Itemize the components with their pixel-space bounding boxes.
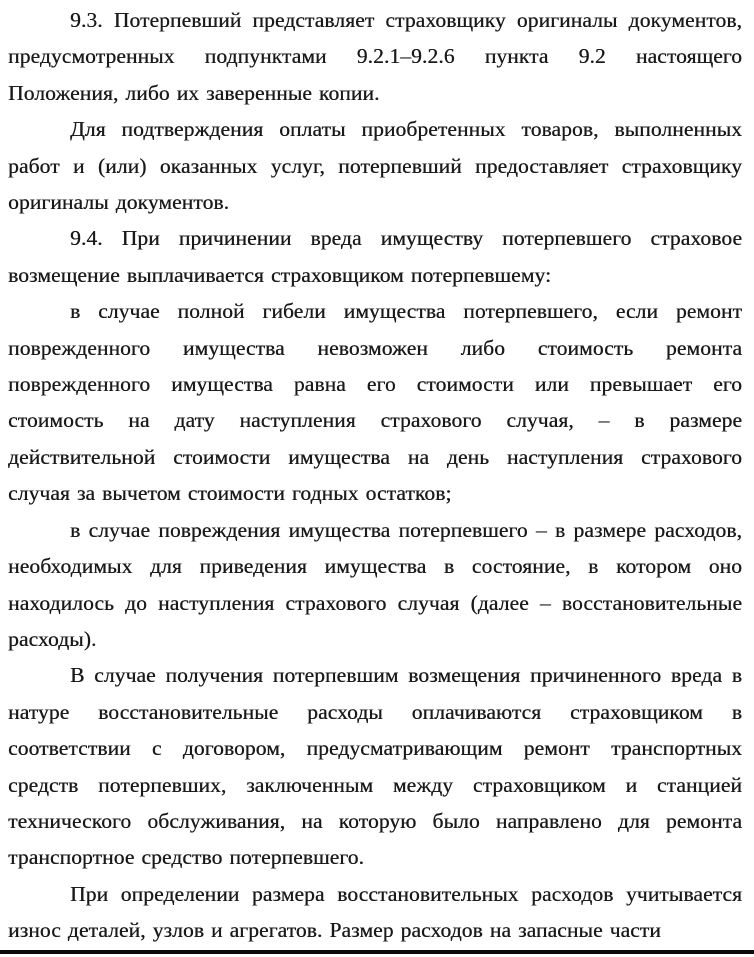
paragraph-payment-confirmation: Для подтверждения оплаты приобретенных товаров, выполненных работ и (или) оказанных услуг, потерпевший предоставляет страховщику оригиналы документов.	[8, 117, 742, 215]
paragraph-wear-of-parts: При определении размера восстановительных расходов учитывается износ деталей, узлов и агрегатов. Размер расходов на запасные части	[8, 881, 742, 943]
paragraph-9-3-originals-of-documents: 9.3. Потерпевший представляет страховщику оригиналы документов, предусмотренных подпунктами 9.2.1–9.2.6 пункта 9.2 настоящего Положения, либо их заверенные копии.	[8, 8, 742, 105]
page-bottom-scan-edge-line	[0, 950, 754, 954]
document-text-block	[8, 2, 742, 949]
paragraph-in-kind-compensation: В случае получения потерпевшим возмещения причиненного вреда в натуре восстановительные расходы оплачиваются страховщиком в соответствии с договором, предусматривающим ремонт транспортных средств потерпевших, заключенным между страховщиком и станцией технического обслуживания, на которую было направлено для ремонта транспортное средство потерпевшего.	[8, 663, 742, 870]
paragraph-total-loss-case: в случае полной гибели имущества потерпевшего, если ремонт поврежденного имущества невозможен либо стоимость ремонта поврежденного имущества равна его стоимости или превышает его стоимость на дату наступления страхового случая, – в размере действительной стоимости имущества на день наступления страхового случая за вычетом стоимости годных остатков;	[8, 299, 742, 506]
paragraph-9-4-property-damage: 9.4. При причинении вреда имуществу потерпевшего страховое возмещение выплачивается страховщиком потерпевшему:	[8, 226, 742, 287]
paragraph-damage-case-restoration-costs: в случае повреждения имущества потерпевшего – в размере расходов, необходимых для приведения имущества в состояние, в котором оно находилось до наступления страхового случая (далее – восстановительные расходы).	[8, 517, 742, 651]
